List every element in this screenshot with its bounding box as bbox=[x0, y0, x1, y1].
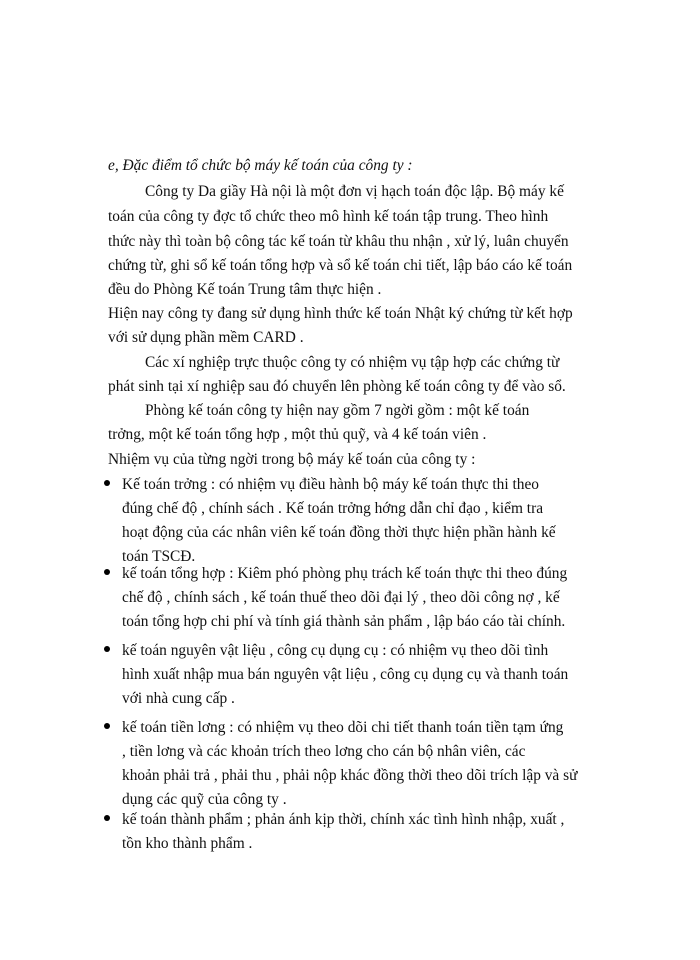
bullet-line: với nhà cung cấp . bbox=[122, 690, 235, 707]
bullet-dot-icon bbox=[104, 480, 110, 486]
bullet-line: kế toán tiền lơng : có nhiệm vụ theo dõi chi tiết thanh toán tiền tạm ứng bbox=[122, 719, 564, 736]
bullet-dot-icon bbox=[104, 723, 110, 729]
bullet-line: toán tổng hợp chi phí và tính giá thành sản phẩm , lập báo cáo tài chính. bbox=[122, 613, 566, 630]
paragraph-line: Công ty Da giầy Hà nội là một đơn vị hạch toán độc lập. Bộ máy kế bbox=[145, 183, 564, 200]
bullet-line: dụng các quỹ của công ty . bbox=[122, 791, 287, 808]
paragraph-line: toán của công ty đợc tổ chức theo mô hình kế toán tập trung. Theo hình bbox=[108, 208, 549, 225]
paragraph-line: thức này thì toàn bộ công tác kế toán từ khâu thu nhận , xử lý, luân chuyển bbox=[108, 233, 569, 250]
bullet-line: tồn kho thành phẩm . bbox=[122, 835, 253, 852]
paragraph-line: đều do Phòng Kế toán Trung tâm thực hiện . bbox=[108, 281, 382, 298]
bullet-line: khoản phải trả , phải thu , phải nộp khác đồng thời theo dõi trích lập và sử bbox=[122, 767, 578, 784]
paragraph-line: với sử dụng phần mềm CARD . bbox=[108, 329, 304, 346]
bullet-line: hoạt động của các nhân viên kế toán đồng thời thực hiện phần hành kế bbox=[122, 524, 556, 541]
bullet-dot-icon bbox=[104, 646, 110, 652]
bullet-line: , tiền lơng và các khoản trích theo lơng cho cán bộ nhân viên, các bbox=[122, 743, 526, 760]
bullet-dot-icon bbox=[104, 815, 110, 821]
section-heading: e, Đặc điểm tổ chức bộ máy kế toán của công ty : bbox=[108, 157, 413, 174]
paragraph-line: chứng từ, ghi sổ kế toán tổng hợp và sổ kế toán chi tiết, lập báo cáo kế toán bbox=[108, 257, 573, 274]
paragraph-line: Nhiệm vụ của từng ngời trong bộ máy kế toán của công ty : bbox=[108, 451, 476, 468]
bullet-line: chế độ , chính sách , kế toán thuế theo dõi đại lý , theo dõi công nợ , kế bbox=[122, 589, 560, 606]
bullet-line: toán TSCĐ. bbox=[122, 548, 196, 565]
paragraph-line: phát sinh tại xí nghiệp sau đó chuyển lên phòng kế toán công ty để vào sổ. bbox=[108, 378, 566, 395]
bullet-line: Kế toán trởng : có nhiệm vụ điều hành bộ máy kế toán thực thi theo bbox=[122, 476, 539, 493]
bullet-dot-icon bbox=[104, 569, 110, 575]
bullet-line: kế toán tổng hợp : Kiêm phó phòng phụ trách kế toán thực thi theo đúng bbox=[122, 565, 568, 582]
paragraph-line: trởng, một kế toán tổng hợp , một thủ quỹ, và 4 kế toán viên . bbox=[108, 426, 487, 443]
bullet-line: kế toán nguyên vật liệu , công cụ dụng cụ : có nhiệm vụ theo dõi tình bbox=[122, 642, 549, 659]
paragraph-line: Các xí nghiệp trực thuộc công ty có nhiệm vụ tập hợp các chứng từ bbox=[145, 354, 560, 371]
bullet-line: kế toán thành phẩm ; phản ánh kịp thời, chính xác tình hình nhập, xuất , bbox=[122, 811, 565, 828]
bullet-line: đúng chế độ , chính sách . Kế toán trởng hớng dẫn chỉ đạo , kiểm tra bbox=[122, 500, 544, 517]
paragraph-line: Hiện nay công ty đang sử dụng hình thức kế toán Nhật ký chứng từ kết hợp bbox=[108, 305, 573, 322]
bullet-line: hình xuất nhập mua bán nguyên vật liệu , công cụ dụng cụ và thanh toán bbox=[122, 666, 569, 683]
paragraph-line: Phòng kế toán công ty hiện nay gồm 7 ngời gồm : một kế toán bbox=[145, 402, 530, 419]
